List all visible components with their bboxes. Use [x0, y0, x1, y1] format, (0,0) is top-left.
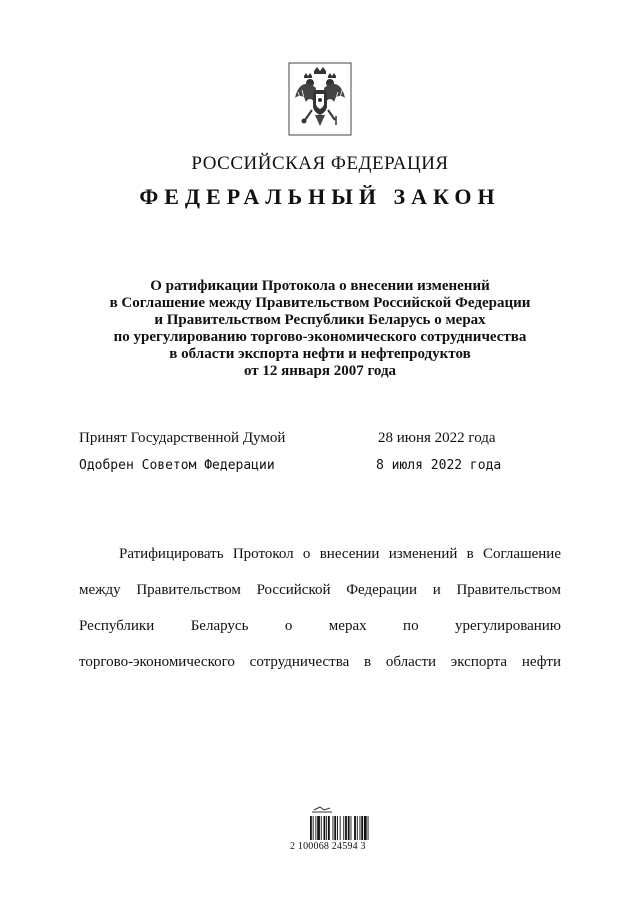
barcode-bar [345, 816, 347, 840]
law-title-line: от 12 января 2007 года [243, 363, 397, 379]
law-title-line: и Правительством Республики Беларусь о мерах [154, 312, 486, 328]
law-title-line: в области экспорта нефти и нефтепродуктов [169, 346, 471, 362]
barcode-number: 2 100068 24594 3 [290, 841, 366, 852]
barcode-bar [351, 816, 352, 840]
approval-label: Одобрен Советом Федерации [79, 458, 275, 473]
country-heading: РОССИЙСКАЯ ФЕДЕРАЦИЯ [191, 153, 449, 174]
law-body [79, 536, 561, 680]
body-line: торгово-экономического сотрудничества в области экспорта нефти [79, 654, 561, 670]
body-line: между Правительством Российской Федерации и Правительством [79, 582, 561, 598]
adoption-date: 28 июня 2022 года [378, 430, 496, 446]
barcode-bar [354, 816, 356, 840]
barcode-bar [321, 816, 322, 840]
law-title [0, 278, 640, 380]
barcode-bar [313, 816, 314, 840]
barcode-bar [328, 816, 330, 840]
barcode-bar [324, 816, 326, 840]
barcode-bar [333, 816, 334, 840]
barcode-bar [340, 816, 341, 840]
barcode-bar [357, 816, 358, 840]
barcode-bar [343, 816, 344, 840]
barcode-bar [310, 816, 312, 840]
coat-of-arms-icon [288, 62, 352, 136]
barcode-bar [348, 816, 350, 840]
barcode-bar [326, 816, 327, 840]
body-line: Республики Беларусь о мерах по урегулированию [79, 618, 561, 634]
body-line: Ратифицировать Протокол о внесении изменений в Соглашение [119, 546, 561, 562]
barcode-bar [317, 816, 320, 840]
barcode-bar [364, 816, 367, 840]
barcode-bar [337, 816, 338, 840]
approval-date: 8 июля 2022 года [376, 458, 502, 473]
barcode-bar [334, 816, 336, 840]
barcode-bar [368, 816, 369, 840]
document-type-heading: ФЕДЕРАЛЬНЫЙ ЗАКОН [139, 184, 501, 209]
barcode-bar [361, 816, 363, 840]
barcode-bar [360, 816, 361, 840]
law-title-line: по урегулированию торгово-экономического сотрудничества [113, 329, 527, 345]
law-title-line: О ратификации Протокола о внесении изменений [150, 278, 490, 294]
barcode-bar [315, 816, 316, 840]
adoption-label: Принят Государственной Думой [79, 430, 286, 446]
law-title-line: в Соглашение между Правительством Российской Федерации [109, 295, 531, 311]
